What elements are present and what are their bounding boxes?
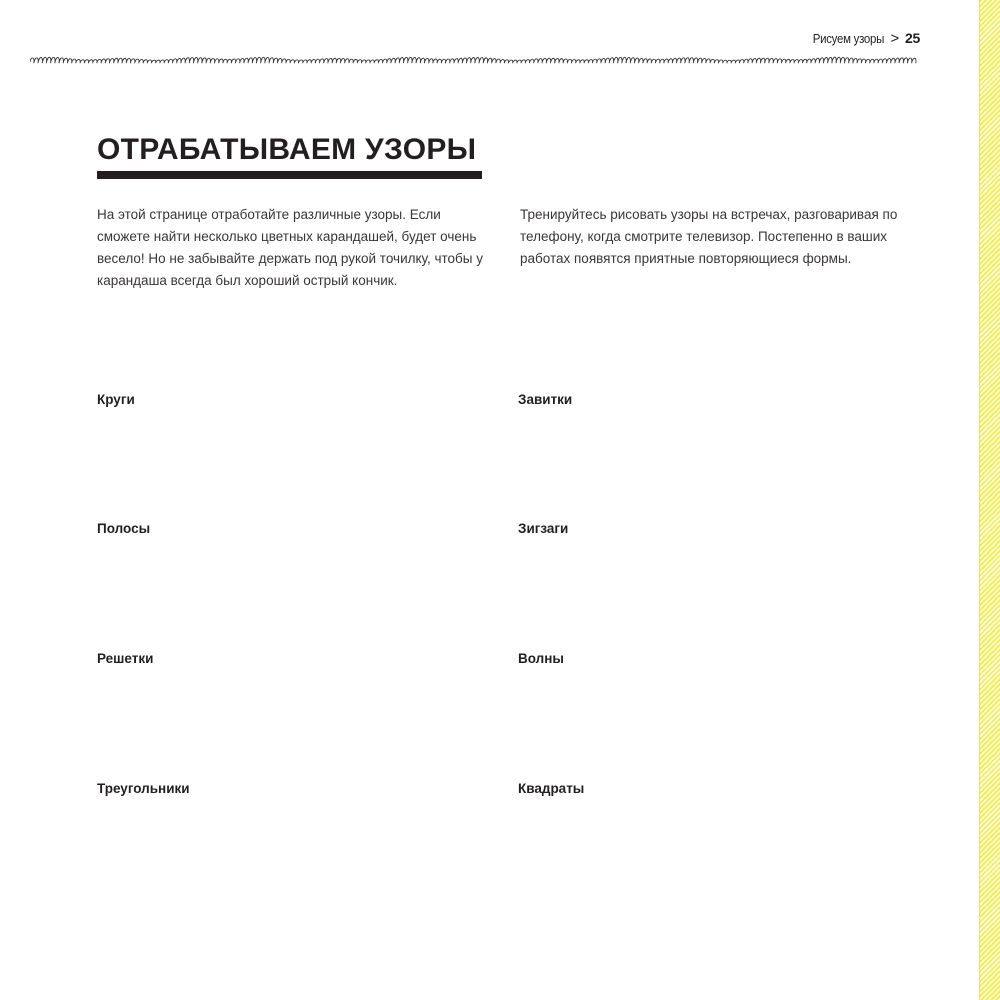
running-header bbox=[803, 30, 920, 50]
page-title: ОТРАБАТЫВАЕМ УЗОРЫ bbox=[97, 133, 477, 166]
practice-label-grids: Решетки bbox=[97, 651, 154, 666]
yellow-edge-strip bbox=[979, 0, 1000, 1000]
practice-label-zigzags: Зигзаги bbox=[518, 521, 569, 536]
practice-label-triangles: Треугольники bbox=[97, 781, 190, 796]
chevron-right-icon: > bbox=[890, 30, 900, 47]
spiral-scribble-divider bbox=[30, 54, 922, 68]
running-header-section: Рисуем узоры bbox=[813, 31, 885, 46]
practice-label-circles: Круги bbox=[97, 392, 135, 407]
intro-paragraph-left: На этой странице отработайте различные узоры. Если сможете найти несколько цветных карандашей, будет очень весело! Но не забывайте держать под рукой точилку, чтобы у карандаша всегда был хороший острый кончик. bbox=[97, 207, 483, 288]
practice-label-waves: Волны bbox=[518, 651, 564, 666]
practice-label-stripes: Полосы bbox=[97, 521, 151, 536]
practice-label-swirls: Завитки bbox=[518, 392, 573, 407]
practice-label-squares: Квадраты bbox=[518, 781, 585, 796]
title-underline-bar bbox=[97, 171, 482, 179]
intro-paragraph-right: Тренируйтесь рисовать узоры на встречах, разговаривая по телефону, когда смотрите телевизор. Постепенно в ваших работах появятся приятные повторяющиеся формы. bbox=[520, 207, 898, 266]
page-number: 25 bbox=[905, 30, 920, 46]
